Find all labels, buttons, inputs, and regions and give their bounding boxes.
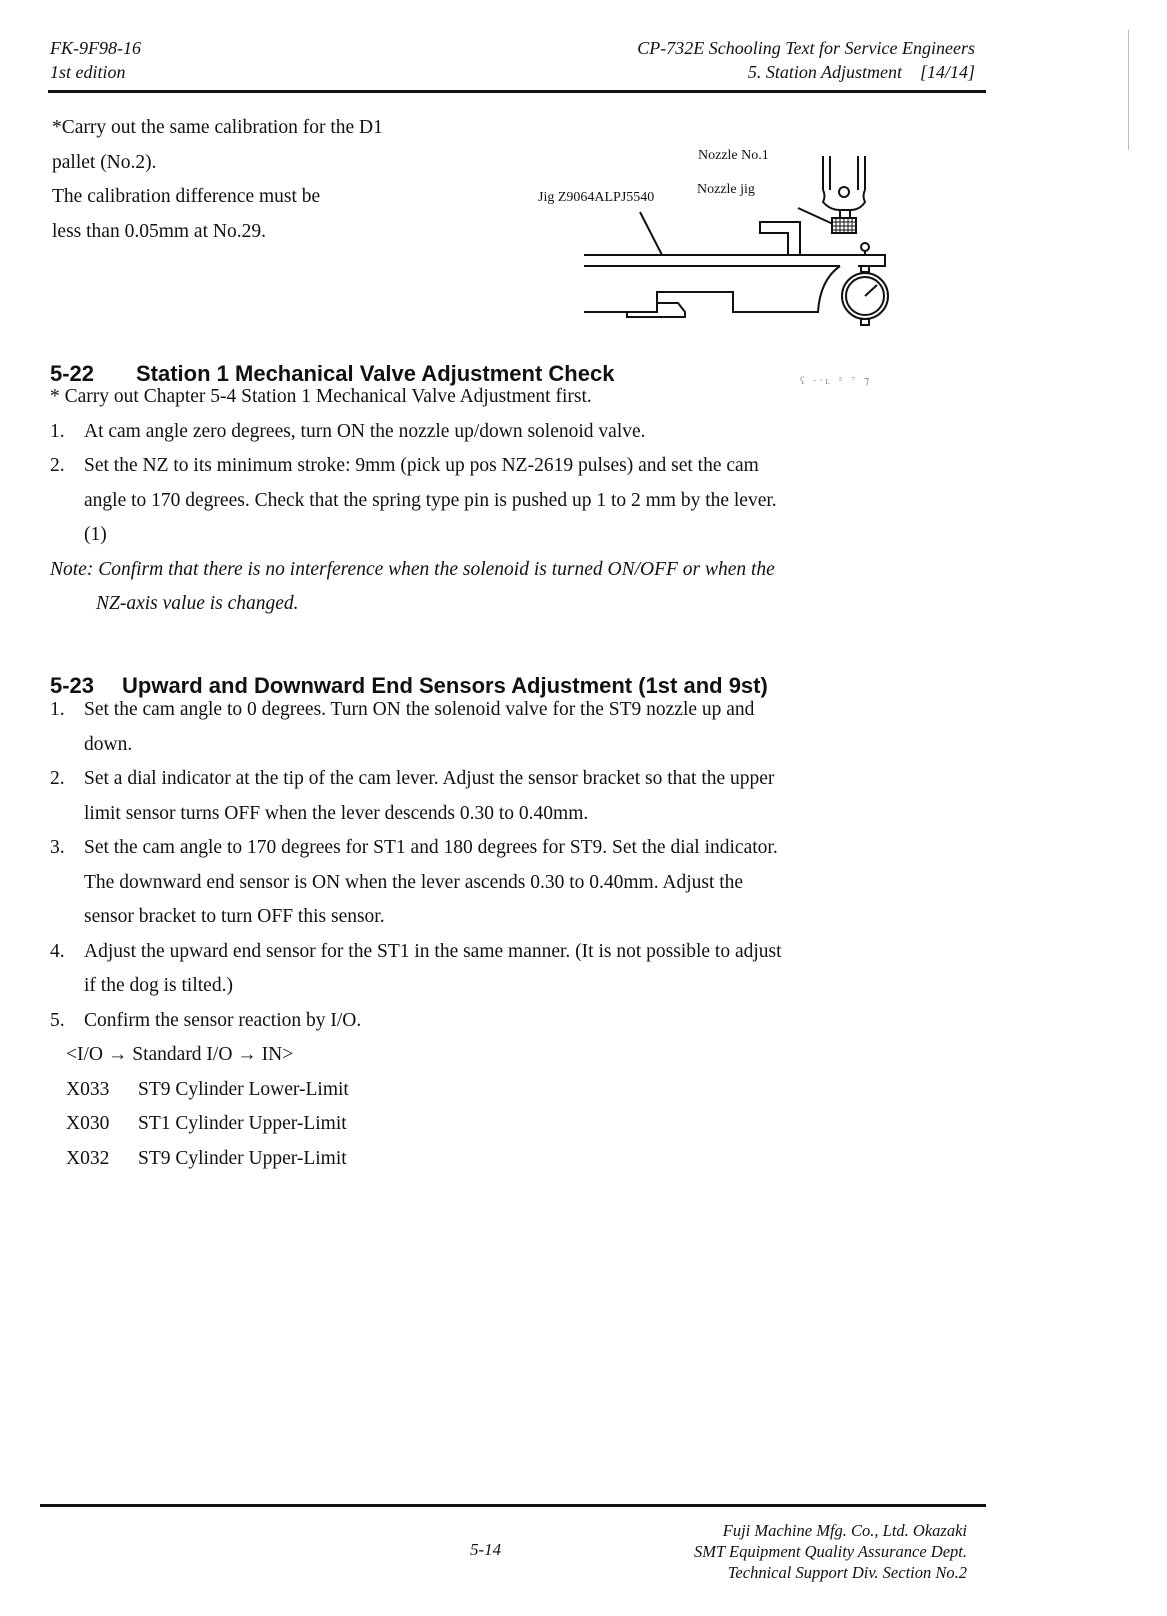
io-signal-row [50, 1142, 970, 1177]
io-code: X030 [66, 1113, 110, 1134]
step-text: if the dog is tilted.) [84, 975, 233, 996]
intro-line: pallet (No.2). [52, 151, 157, 173]
step-item [50, 1004, 970, 1039]
intro-line: *Carry out the same calibration for the D1 [52, 117, 383, 138]
intro-line: The calibration difference must be [52, 186, 321, 207]
step-text: sensor bracket to turn OFF this sensor. [84, 906, 385, 927]
io-code: X032 [66, 1147, 110, 1169]
step-text: At cam angle zero degrees, turn ON the nozzle up/down solenoid valve. [84, 420, 646, 442]
step-text: down. [84, 733, 133, 755]
io-description: ST9 Cylinder Upper-Limit [138, 1147, 347, 1169]
nozzle-hole [839, 187, 849, 197]
io-signal-row [50, 1107, 970, 1142]
intro-line: less than 0.05mm at No.29. [52, 220, 266, 242]
step-item [50, 693, 970, 762]
document-title: CP-732E Schooling Text for Service Engineers [637, 38, 975, 58]
footer-division: Technical Support Div. Section No.2 [727, 1563, 967, 1582]
step-text: limit sensor turns OFF when the lever descends 0.30 to 0.40mm. [84, 802, 589, 824]
step-item [50, 935, 970, 1004]
step-index: 1. [50, 420, 65, 442]
step-item [50, 449, 970, 553]
step-text: Set the cam angle to 0 degrees. Turn ON the solenoid valve for the ST9 nozzle up and [84, 699, 755, 720]
scan-artifact: ʕ ∙∙ʟ ⁵ ⁷ ⁊ [800, 375, 873, 387]
section-number: 5-22 [50, 361, 95, 386]
prerequisite-note: * Carry out Chapter 5-4 Station 1 Mechanical Valve Adjustment first. [50, 386, 592, 407]
document-id: FK-9F98-16 [50, 38, 141, 58]
step-index: 5. [50, 1009, 65, 1031]
nozzle-jig-knurl [832, 218, 856, 233]
step-text: (1) [84, 524, 107, 545]
step-index: 3. [50, 837, 65, 858]
dial-gauge-top [861, 266, 869, 272]
edition: 1st edition [50, 62, 126, 82]
jig-top-plate [584, 255, 885, 266]
step-text: The downward end sensor is ON when the lever ascends 0.30 to 0.40mm. Adjust the [84, 871, 744, 893]
section-title: Upward and Downward End Sensors Adjustment (1st and 9st) [122, 673, 768, 698]
page-header-right [637, 36, 975, 84]
io-description: ST1 Cylinder Upper-Limit [138, 1113, 347, 1134]
io-signal-row [50, 1073, 970, 1108]
section-number: 5-23 [50, 673, 95, 698]
step-index: 4. [50, 940, 65, 962]
nozzle-jig-leader-line [798, 208, 833, 224]
footer-divider [40, 1504, 986, 1507]
footer-department: SMT Equipment Quality Assurance Dept. [694, 1542, 967, 1561]
step-text: Adjust the upward end sensor for the ST1 in the same manner. (It is not possible to adjust [84, 940, 782, 962]
step-item [50, 415, 970, 450]
step-index: 1. [50, 699, 65, 720]
jig-leader-line [640, 212, 662, 255]
step-text: Confirm the sensor reaction by I/O. [84, 1009, 362, 1031]
page-number: 5-14 [470, 1540, 502, 1559]
step-item [50, 762, 970, 831]
dial-plunger-tip [861, 243, 869, 251]
label-nozzle: Nozzle No.1 [698, 148, 769, 163]
step-index: 2. [50, 768, 65, 789]
step-text: angle to 170 degrees. Check that the spring type pin is pushed up 1 to 2 mm by the lever. [84, 489, 777, 511]
dial-gauge-stem [861, 319, 869, 325]
header-divider [48, 90, 986, 93]
note-text: Note: Confirm that there is no interference when the solenoid is turned ON/OFF or when the [50, 558, 775, 580]
label-nozzle-jig: Nozzle jig [697, 182, 755, 197]
step-index: 2. [50, 455, 65, 476]
jig-drawing [540, 140, 940, 330]
page-marker: [14/14] [919, 62, 975, 82]
step-item [50, 831, 970, 935]
io-path: <I/O → Standard I/O → IN> [66, 1044, 294, 1065]
note-block [50, 553, 970, 622]
note-text: NZ-axis value is changed. [96, 593, 299, 614]
step-text: Set a dial indicator at the tip of the cam lever. Adjust the sensor bracket so that the upper [84, 768, 775, 789]
jig-diagram [540, 140, 940, 330]
dial-gauge-needle [865, 285, 877, 296]
jig-hook-bracket [760, 222, 800, 255]
chapter-title: 5. Station Adjustment [747, 62, 902, 82]
io-description: ST9 Cylinder Lower-Limit [138, 1078, 349, 1100]
page-header-left [50, 36, 141, 84]
io-code: X033 [66, 1078, 110, 1100]
section-title: Station 1 Mechanical Valve Adjustment Check [136, 361, 615, 386]
calibration-note [52, 111, 512, 249]
scan-edge-mark [1128, 30, 1129, 150]
jig-foot [627, 303, 685, 317]
label-jig: Jig Z9064ALPJ5540 [538, 190, 655, 205]
chapter-line [637, 60, 975, 84]
footer-credits [694, 1520, 967, 1583]
jig-lower-arm [657, 266, 840, 312]
footer-company: Fuji Machine Mfg. Co., Ltd. Okazaki [722, 1521, 967, 1540]
section-5-22-body [50, 380, 970, 622]
step-text: Set the cam angle to 170 degrees for ST1 and 180 degrees for ST9. Set the dial indicator. [84, 837, 778, 858]
section-5-23-body [50, 693, 970, 1176]
step-text: Set the NZ to its minimum stroke: 9mm (pick up pos NZ-2619 pulses) and set the cam [84, 455, 759, 476]
